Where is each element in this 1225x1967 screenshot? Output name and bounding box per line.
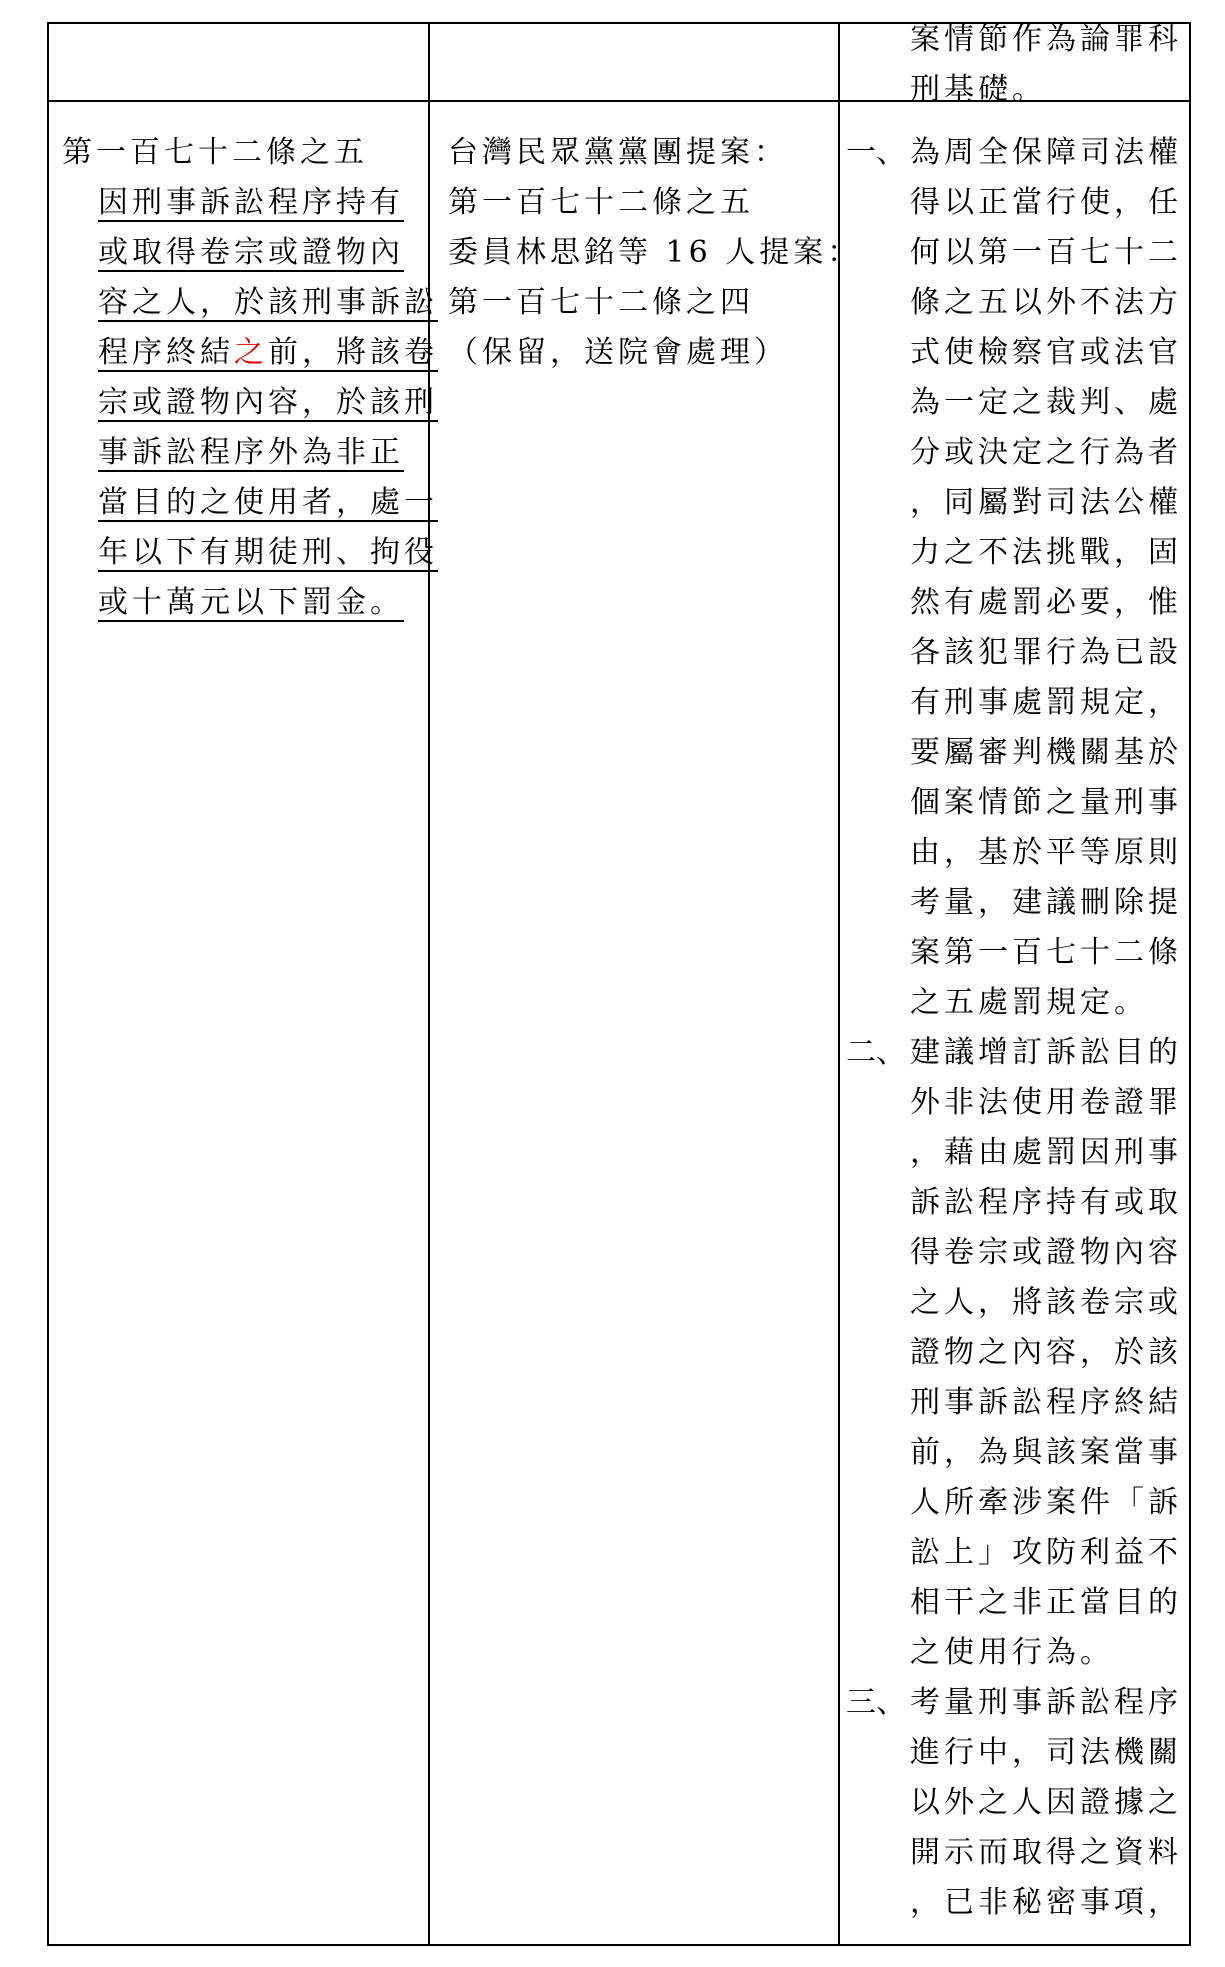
text-line: 力之不法挑戰，固 bbox=[910, 535, 1182, 570]
text-line: 開示而取得之資料 bbox=[910, 1835, 1182, 1870]
text-line: 得以正當行使，任 bbox=[910, 185, 1182, 220]
text-line: 得卷宗或證物內容 bbox=[910, 1235, 1182, 1270]
item-number: 三、 bbox=[846, 1685, 906, 1720]
top-row-explanation bbox=[910, 15, 1182, 115]
text-line: 建議增訂訴訟目的 bbox=[910, 1035, 1182, 1070]
text-line: 之五處罰規定。 bbox=[910, 985, 1148, 1020]
item-number: 二、 bbox=[846, 1035, 906, 1070]
text-line: 考量刑事訴訟程序 bbox=[910, 1685, 1182, 1720]
text-line: 進行中，司法機關 bbox=[910, 1735, 1182, 1770]
text-line: 式使檢察官或法官 bbox=[910, 335, 1182, 370]
text-line: 考量，建議刪除提 bbox=[910, 885, 1182, 920]
item-text bbox=[910, 128, 1182, 1028]
article-line: 事訴訟程序外為非正 bbox=[98, 435, 404, 470]
proposals-column bbox=[448, 128, 861, 378]
article-line-with-highlight bbox=[98, 328, 438, 378]
proposal-line: 第一百七十二條之四 bbox=[448, 285, 754, 320]
text-line: 刑事訴訟程序終結 bbox=[910, 1385, 1182, 1420]
text-line: ，同屬對司法公權 bbox=[910, 485, 1182, 520]
text-line: 案情節作為論罪科 bbox=[910, 22, 1182, 57]
text-line: 各該犯罪行為已設 bbox=[910, 635, 1182, 670]
article-line: 因刑事訴訟程序持有 bbox=[98, 185, 404, 220]
text-line: 之使用行為。 bbox=[910, 1635, 1114, 1670]
article-text: 程序終結 bbox=[98, 335, 234, 370]
text-line: 為一定之裁判、處 bbox=[910, 385, 1182, 420]
article-line: 宗或證物內容，於該刑 bbox=[98, 385, 438, 420]
proposal-line: 台灣民眾黨黨團提案： bbox=[448, 135, 788, 170]
text-line: 訴訟程序持有或取 bbox=[910, 1185, 1182, 1220]
text-line: 之人，將該卷宗或 bbox=[910, 1285, 1182, 1320]
text-line: ，藉由處罰因刑事 bbox=[910, 1135, 1182, 1170]
text-line: 有刑事處罰規定， bbox=[910, 685, 1182, 720]
text-line: 訟上」攻防利益不 bbox=[910, 1535, 1182, 1570]
text-line: 由，基於平等原則 bbox=[910, 835, 1182, 870]
text-line: 個案情節之量刑事 bbox=[910, 785, 1182, 820]
article-line: 年以下有期徒刑、拘役 bbox=[98, 535, 438, 570]
proposal-line: 第一百七十二條之五 bbox=[448, 185, 754, 220]
highlighted-char: 之 bbox=[234, 335, 268, 370]
item-number: 一、 bbox=[846, 135, 906, 170]
proposal-line: （保留，送院會處理） bbox=[448, 335, 788, 370]
article-line: 或取得卷宗或證物內 bbox=[98, 235, 404, 270]
text-line: 人所牽涉案件「訴 bbox=[910, 1485, 1182, 1520]
article-line: 或十萬元以下罰金。 bbox=[98, 585, 404, 620]
text-line: 分或決定之行為者 bbox=[910, 435, 1182, 470]
item-text bbox=[910, 1028, 1182, 1678]
text-line: 要屬審判機關基於 bbox=[910, 735, 1182, 770]
text-line: 然有處罰必要，惟 bbox=[910, 585, 1182, 620]
text-line: 案第一百七十二條 bbox=[910, 935, 1182, 970]
text-line: 以外之人因證據之 bbox=[910, 1785, 1182, 1820]
item-text bbox=[910, 1678, 1182, 1928]
article-text: 前，將該卷 bbox=[268, 335, 438, 370]
article-line: 容之人，於該刑事訴訟 bbox=[98, 285, 438, 320]
text-line: 刑基礎。 bbox=[910, 72, 1046, 107]
text-line: 相干之非正當目的 bbox=[910, 1585, 1182, 1620]
text-line: 前，為與該案當事 bbox=[910, 1435, 1182, 1470]
text-line: 外非法使用卷證罪 bbox=[910, 1085, 1182, 1120]
article-title: 第一百七十二條之五 bbox=[62, 135, 368, 170]
text-line: ，已非秘密事項， bbox=[910, 1885, 1182, 1920]
text-line: 為周全保障司法權 bbox=[910, 135, 1182, 170]
proposal-line: 委員林思銘等 16 人提案： bbox=[448, 235, 862, 270]
article-line: 當目的之使用者，處一 bbox=[98, 485, 438, 520]
article-body bbox=[98, 178, 438, 628]
text-line: 何以第一百七十二 bbox=[910, 235, 1182, 270]
text-line: 證物之內容，於該 bbox=[910, 1335, 1182, 1370]
text-line: 條之五以外不法方 bbox=[910, 285, 1182, 320]
